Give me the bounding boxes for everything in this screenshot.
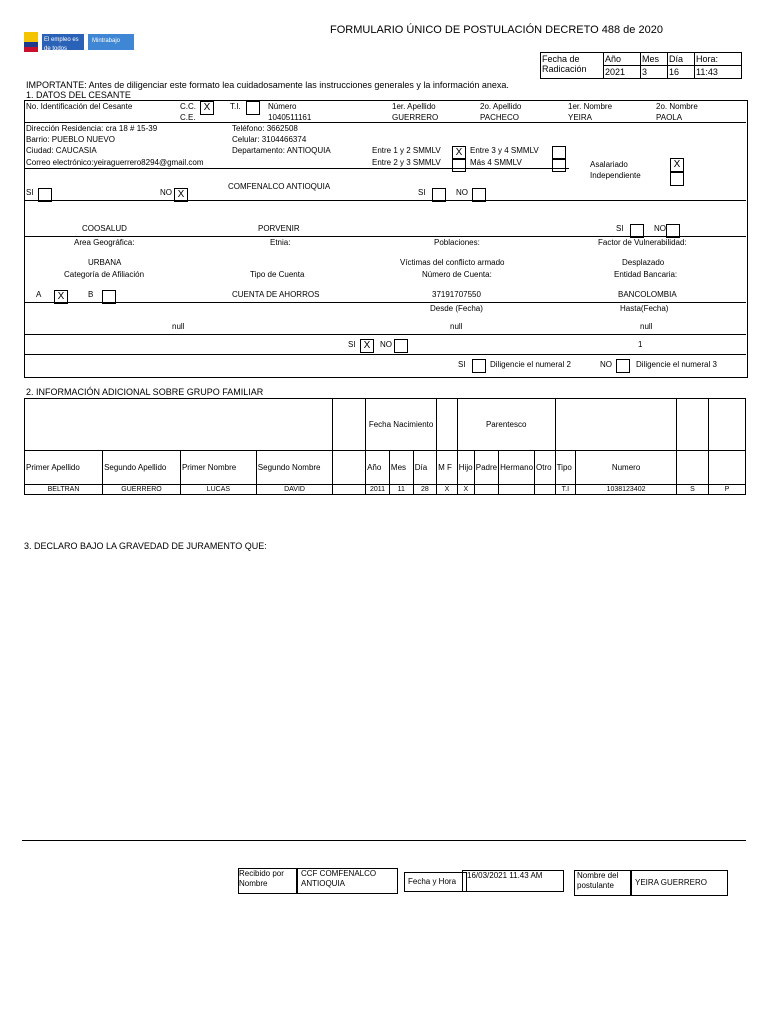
hasta-value[interactable]: null	[640, 322, 653, 331]
categoria-a-label: A	[36, 290, 42, 299]
cc-checkbox[interactable]: X	[200, 101, 214, 115]
nombres-header	[25, 399, 333, 451]
fam-primer-nombre[interactable]: LUCAS	[180, 485, 256, 495]
recibido-label: Recibido por Nombre	[238, 868, 298, 894]
direccion-field[interactable]: Dirección Residencia: cra 18 # 15-39	[26, 124, 158, 133]
fam-novedad[interactable]	[333, 485, 366, 495]
fam-padre[interactable]	[474, 485, 498, 495]
ti-label: T.I.	[230, 102, 241, 111]
correo-field[interactable]: Correo electrónico:yeiraguerrero8294@gmail.com	[26, 158, 204, 167]
dia-label: Día	[668, 53, 695, 66]
section-1-title: 1. DATOS DEL CESANTE	[26, 90, 131, 100]
estudia-header	[676, 399, 708, 451]
caja-value[interactable]: COMFENALCO ANTIOQUIA	[228, 182, 331, 191]
hermano-header: Hermano	[499, 451, 535, 485]
departamento-field[interactable]: Departamento: ANTIOQUIA	[232, 146, 331, 155]
ahorra-si-label: SI	[616, 224, 624, 233]
telefono-field[interactable]: Teléfono: 3662508	[232, 124, 298, 133]
recibido-value[interactable]: CCF COMFENALCO ANTIOQUIA	[296, 868, 398, 894]
poblaciones-value[interactable]: Víctimas del conflicto armado	[400, 258, 505, 267]
dia-header: Día	[413, 451, 436, 485]
hasta-label: Hasta(Fecha)	[620, 304, 669, 313]
ciudad-field[interactable]: Ciudad: CAUCASIA	[26, 146, 97, 155]
cuota-si-label: SI	[348, 340, 356, 349]
cuota-si-checkbox[interactable]: X	[360, 339, 374, 353]
etnia-label: Etnia:	[270, 238, 291, 247]
parentesco-header: Parentesco	[457, 399, 555, 451]
colombia-logo	[22, 30, 142, 54]
fam-segundo-apellido[interactable]: GUERRERO	[103, 485, 181, 495]
radicacion-table	[540, 52, 742, 79]
primer-nombre-header: Primer Nombre	[180, 451, 256, 485]
nivel-header	[708, 399, 745, 451]
fecha-hora-value[interactable]: 16/03/2021 11.43 AM	[462, 870, 564, 892]
fam-numero[interactable]: 1038123402	[576, 485, 677, 495]
familia-table	[24, 398, 746, 495]
section-3-title: 3. DECLARO BAJO LA GRAVEDAD DE JURAMENTO QUE:	[24, 541, 267, 551]
poblaciones-label: Poblaciones:	[434, 238, 480, 247]
numero-label: Número	[268, 102, 297, 111]
entidad-label: Entidad Bancaria:	[614, 270, 678, 279]
num-cuenta-value[interactable]: 37191707550	[432, 290, 481, 299]
apellido2-label: 2o. Apellido	[480, 102, 522, 111]
divider	[24, 302, 746, 303]
importante-text: IMPORTANTE: Antes de diligenciar este formato lea cuidadosamente las instrucciones generales y la información anexa.	[26, 80, 509, 90]
categoria-b-label: B	[88, 290, 94, 299]
entre-2-3-checkbox[interactable]	[452, 158, 466, 172]
cuantas-value[interactable]: 1	[638, 340, 643, 349]
entre-2-3-label: Entre 2 y 3 SMMLV	[372, 158, 441, 167]
fecha-nac-header: Fecha Nacimiento	[366, 399, 437, 451]
asalariado-checkbox[interactable]: X	[670, 158, 684, 172]
fecha-hora-label: Fecha y Hora	[404, 872, 467, 892]
nombre1-label: 1er. Nombre	[568, 102, 613, 111]
form-title: FORMULARIO ÚNICO DE POSTULACIÓN DECRETO 488 de 2020	[330, 24, 663, 36]
desde-value[interactable]: null	[450, 322, 463, 331]
postulante-label: Nombre del postulante	[574, 870, 632, 896]
entidad-value[interactable]: BANCOLOMBIA	[618, 290, 677, 299]
fecha-radicacion-label: Fecha de Radicación	[541, 53, 604, 79]
apellido1-label: 1er. Apellido	[392, 102, 436, 111]
logo-text-left: El empleo es de todos	[44, 37, 79, 52]
mes-value[interactable]: 3	[641, 66, 668, 79]
categoria-a-checkbox[interactable]: X	[54, 290, 68, 304]
padre-header: Padre	[474, 451, 498, 485]
vulnerabilidad-value[interactable]: Desplazado	[622, 258, 665, 267]
subsidio-si-label: SI	[26, 188, 34, 197]
hora-label: Hora:	[695, 53, 742, 66]
divider	[24, 334, 746, 335]
hora-value[interactable]: 11:43	[695, 66, 742, 79]
mas-4-checkbox[interactable]	[552, 158, 566, 172]
declaraciones-list	[24, 552, 746, 556]
fam-dia[interactable]: 28	[413, 485, 436, 495]
fam-tipo[interactable]: T.I	[555, 485, 576, 495]
otro-header: Otro	[535, 451, 556, 485]
entre-1-2-label: Entre 1 y 2 SMMLV	[372, 146, 441, 155]
fam-otro[interactable]	[535, 485, 556, 495]
section-2-title: 2. INFORMACIÓN ADICIONAL SOBRE GRUPO FAMILIAR	[26, 387, 264, 397]
tipo-cuenta-value[interactable]: CUENTA DE AHORROS	[232, 290, 320, 299]
postulante-value[interactable]: YEIRA GUERRERO	[630, 870, 728, 896]
categoria-label: Categoría de Afiliación	[64, 270, 145, 279]
id-label: No. Identificación del Cesante	[26, 102, 133, 111]
pension-value[interactable]: PORVENIR	[258, 224, 300, 233]
divider	[24, 354, 746, 355]
entre-1-2-checkbox[interactable]: X	[452, 146, 466, 160]
area-value[interactable]: URBANA	[88, 258, 122, 267]
ti-checkbox[interactable]	[246, 101, 260, 115]
divider	[22, 840, 746, 841]
subsidio-no-checkbox[interactable]: X	[174, 188, 188, 202]
vulnerabilidad-label: Factor de Vulnerabilidad:	[598, 238, 687, 247]
nombre2-label: 2o. Nombre	[656, 102, 698, 111]
independiente-label: Independiente	[590, 171, 641, 180]
ahorra-no-label: NO	[654, 224, 666, 233]
cambiado-no-checkbox[interactable]	[616, 359, 630, 373]
num-cuenta-label: Número de Cuenta:	[422, 270, 492, 279]
divider	[24, 168, 569, 169]
asalariado-label: Asalariado	[590, 160, 628, 169]
ano-value[interactable]: 2021	[604, 66, 641, 79]
ce-label: C.E.	[180, 113, 196, 122]
dilig3-label: Diligencie el numeral 3	[636, 360, 717, 369]
familia-row	[25, 485, 746, 495]
numero-value[interactable]: 1040511161	[268, 113, 312, 122]
fam-mes[interactable]: 11	[389, 485, 413, 495]
divider	[24, 200, 746, 201]
cc-label: C.C.	[180, 102, 196, 111]
divider	[24, 236, 746, 237]
segundo-apellido-header: Segundo Apellido	[103, 451, 181, 485]
subsidio-no-label: NO	[160, 188, 172, 197]
tipo-cuenta-label: Tipo de Cuenta	[250, 270, 305, 279]
mf-header: M F	[437, 451, 458, 485]
sexo-header	[437, 399, 458, 451]
tipo-header: Tipo	[555, 451, 576, 485]
area-label: Area Geográfica:	[74, 238, 135, 247]
servicio-si-label: SI	[418, 188, 426, 197]
dilig2-label: Diligencie el numeral 2	[490, 360, 571, 369]
fam-nivel[interactable]: P	[708, 485, 745, 495]
divider	[24, 122, 746, 123]
otras-cajas-value[interactable]: null	[172, 322, 185, 331]
independiente-checkbox[interactable]	[670, 172, 684, 186]
cuota-no-label: NO	[380, 340, 392, 349]
servicio-no-label: NO	[456, 188, 468, 197]
barrio-field[interactable]: Barrio: PUEBLO NUEVO	[26, 135, 115, 144]
logo-text-right: Mintrabajo	[92, 38, 121, 44]
dia-value[interactable]: 16	[668, 66, 695, 79]
adicion-header	[333, 451, 366, 485]
fam-hermano[interactable]	[499, 485, 535, 495]
documento-header	[555, 399, 676, 451]
novedad-header	[333, 399, 366, 451]
fam-sexo[interactable]: X	[437, 485, 458, 495]
fam-hijo[interactable]: X	[457, 485, 474, 495]
hijo-header: Hijo	[457, 451, 474, 485]
mes-label: Mes	[641, 53, 668, 66]
mas-4-label: Más 4 SMMLV	[470, 158, 522, 167]
desde-label: Desde (Fecha)	[430, 304, 483, 313]
segundo-nombre-header: Segundo Nombre	[256, 451, 332, 485]
entre-3-4-label: Entre 3 y 4 SMMLV	[470, 146, 539, 155]
ano-header: Año	[366, 451, 390, 485]
celular-field[interactable]: Celular: 3104466374	[232, 135, 307, 144]
cambiado-si-label: SI	[458, 360, 466, 369]
eps-value[interactable]: COOSALUD	[82, 224, 127, 233]
cuota-no-checkbox[interactable]	[394, 339, 408, 353]
primer-apellido-header: Primer Apellido	[25, 451, 103, 485]
nombre1-value[interactable]: YEIRA	[568, 113, 593, 122]
cambiado-si-checkbox[interactable]	[472, 359, 486, 373]
fam-segundo-nombre[interactable]: DAVID	[256, 485, 332, 495]
numero-header: Numero	[576, 451, 677, 485]
apellido2-value[interactable]: PACHECO	[480, 113, 519, 122]
mes-header: Mes	[389, 451, 413, 485]
nombre2-value[interactable]: PAOLA	[656, 113, 683, 122]
cambiado-no-label: NO	[600, 360, 612, 369]
fam-estudia[interactable]: S	[676, 485, 708, 495]
ano-label: Año	[604, 53, 641, 66]
apellido1-value[interactable]: GUERRERO	[392, 113, 439, 122]
fam-ano[interactable]: 2011	[366, 485, 390, 495]
fam-primer-apellido[interactable]: BELTRAN	[25, 485, 103, 495]
